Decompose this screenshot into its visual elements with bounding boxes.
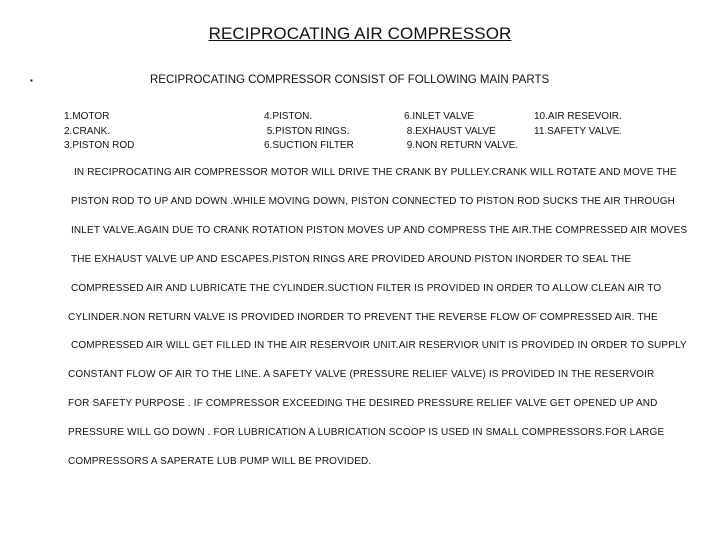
parts-column-2 [264, 110, 354, 154]
paragraph-line: INLET VALVE.AGAIN DUE TO CRANK ROTATION PISTON MOVES UP AND COMPRESS THE AIR.THE COMPRESSED AIR MOVES [71, 225, 688, 236]
paragraph-line: CYLINDER.NON RETURN VALVE IS PROVIDED INORDER TO PREVENT THE REVERSE FLOW OF COMPRESSED AIR. THE [68, 312, 658, 323]
part-item: 4.PISTON. [264, 111, 313, 122]
part-item: 3.PISTON ROD [64, 140, 135, 151]
part-item: 1.MOTOR [64, 111, 110, 122]
paragraph-line: FOR SAFETY PURPOSE . IF COMPRESSOR EXCEEDING THE DESIRED PRESSURE RELIEF VALVE GET OPENED UP AND [68, 398, 658, 409]
part-item: 5.PISTON RINGS. [264, 125, 350, 137]
paragraph-line: IN RECIPROCATING AIR COMPRESSOR MOTOR WILL DRIVE THE CRANK BY PULLEY.CRANK WILL ROTATE AND MOVE THE [74, 167, 677, 178]
part-item: 9.NON RETURN VALVE. [404, 140, 519, 151]
part-item: 8.EXHAUST VALVE [404, 125, 496, 137]
part-item: 6.SUCTION FILTER [264, 140, 354, 151]
paragraph-line: PRESSURE WILL GO DOWN . FOR LUBRICATION A LUBRICATION SCOOP IS USED IN SMALL COMPRESSORS.FOR LARGE [68, 427, 665, 438]
paragraph-line: COMPRESSED AIR AND LUBRICATE THE CYLINDER.SUCTION FILTER IS PROVIDED IN ORDER TO ALLOW CLEAN AIR TO [71, 283, 662, 294]
bullet-marker: ▪ [30, 76, 33, 85]
paragraph-line: COMPRESSED AIR WILL GET FILLED IN THE AIR RESERVOIR UNIT.AIR RESERVIOR UNIT IS PROVIDED IN ORDER TO SUPPLY [71, 340, 687, 351]
parts-column-1 [64, 110, 134, 154]
paragraph-line: PISTON ROD TO UP AND DOWN .WHILE MOVING DOWN, PISTON CONNECTED TO PISTON ROD SUCKS THE AIR THROUGH [71, 196, 676, 207]
parts-column-3 [404, 110, 518, 154]
part-item: 10.AIR RESEVOIR. [534, 111, 622, 122]
paragraph-line: COMPRESSORS A SAPERATE LUB PUMP WILL BE PROVIDED. [68, 456, 372, 467]
part-item: 6.INLET VALVE [404, 111, 475, 122]
paragraph-line: THE EXHAUST VALVE UP AND ESCAPES.PISTON RINGS ARE PROVIDED AROUND PISTON INORDER TO SEAL THE [71, 254, 632, 265]
paragraph-line: CONSTANT FLOW OF AIR TO THE LINE. A SAFETY VALVE (PRESSURE RELIEF VALVE) IS PROVIDED IN THE RESERVOIR [68, 369, 655, 380]
parts-column-4 [534, 110, 622, 139]
page-title: RECIPROCATING AIR COMPRESSOR [208, 24, 512, 43]
part-item: 11.SAFETY VALVE. [534, 125, 623, 137]
part-item: 2.CRANK. [64, 125, 111, 137]
section-subtitle: RECIPROCATING COMPRESSOR CONSIST OF FOLLOWING MAIN PARTS [150, 74, 550, 86]
